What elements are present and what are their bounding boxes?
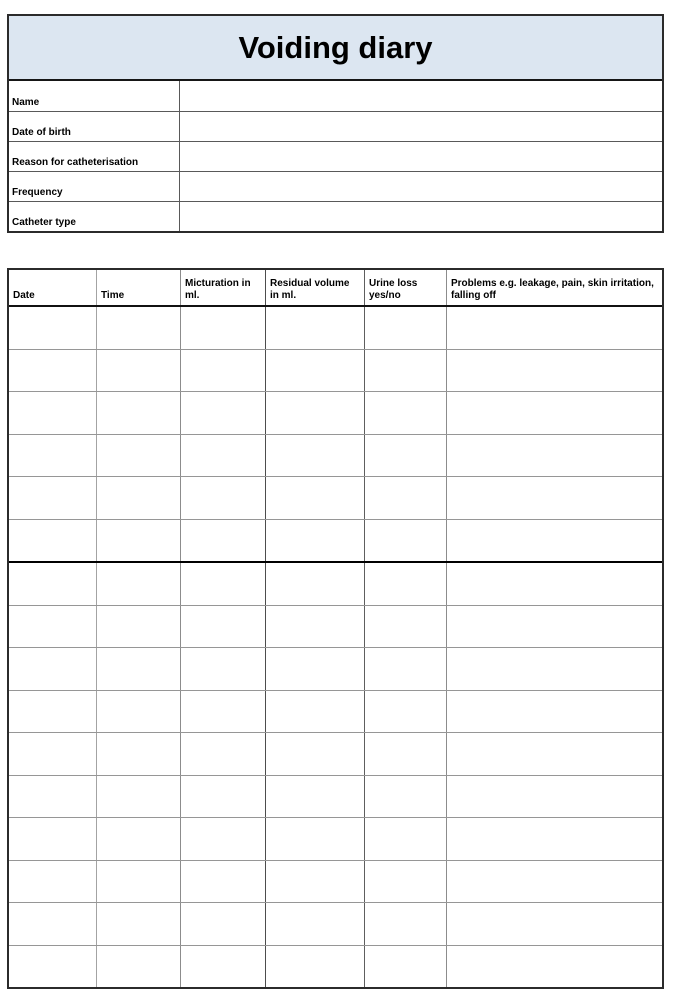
diary-cell-micturation-ml[interactable] (181, 307, 266, 349)
diary-cell-micturation-ml[interactable] (181, 946, 266, 988)
diary-cell-residual-volume-ml[interactable] (266, 435, 365, 477)
diary-cell-date[interactable] (9, 691, 97, 733)
diary-cell-problems[interactable] (447, 563, 662, 605)
diary-cell-problems[interactable] (447, 520, 662, 562)
diary-cell-time[interactable] (97, 307, 181, 349)
diary-row (9, 605, 662, 648)
diary-cell-problems[interactable] (447, 691, 662, 733)
column-header-time: Time (97, 270, 181, 305)
column-header-problems: Problems e.g. leakage, pain, skin irritation, falling off (451, 277, 654, 301)
diary-cell-time[interactable] (97, 818, 181, 860)
diary-cell-micturation-ml[interactable] (181, 392, 266, 434)
diary-cell-urine-loss[interactable] (365, 435, 447, 477)
diary-cell-time[interactable] (97, 776, 181, 818)
diary-cell-time[interactable] (97, 691, 181, 733)
diary-cell-urine-loss[interactable] (365, 520, 447, 562)
diary-cell-urine-loss[interactable] (365, 606, 447, 648)
diary-cell-micturation-ml[interactable] (181, 776, 266, 818)
diary-cell-date[interactable] (9, 648, 97, 690)
diary-cell-time[interactable] (97, 350, 181, 392)
info-row-frequency (9, 171, 662, 201)
info-row-catheter-type (9, 201, 662, 231)
diary-cell-micturation-ml[interactable] (181, 691, 266, 733)
diary-cell-residual-volume-ml[interactable] (266, 733, 365, 775)
diary-cell-residual-volume-ml[interactable] (266, 648, 365, 690)
info-row-date-of-birth (9, 111, 662, 141)
diary-cell-date[interactable] (9, 606, 97, 648)
diary-cell-micturation-ml[interactable] (181, 350, 266, 392)
diary-row (9, 476, 662, 519)
diary-cell-urine-loss[interactable] (365, 307, 447, 349)
diary-row (9, 732, 662, 775)
diary-row (9, 690, 662, 733)
diary-cell-time[interactable] (97, 520, 181, 562)
diary-row (9, 391, 662, 434)
form-header-card (7, 14, 664, 233)
diary-cell-date[interactable] (9, 477, 97, 519)
diary-row (9, 349, 662, 392)
diary-row (9, 434, 662, 477)
diary-row (9, 647, 662, 690)
column-header-urine-loss: Urine loss yes/no (365, 270, 447, 305)
diary-cell-micturation-ml[interactable] (181, 606, 266, 648)
info-row-reason (9, 141, 662, 171)
frequency-field[interactable] (180, 172, 662, 201)
diary-cell-micturation-ml[interactable] (181, 903, 266, 945)
diary-cell-urine-loss[interactable] (365, 691, 447, 733)
diary-cell-urine-loss[interactable] (365, 563, 447, 605)
diary-cell-residual-volume-ml[interactable] (266, 350, 365, 392)
diary-cell-micturation-ml[interactable] (181, 520, 266, 562)
diary-cell-date[interactable] (9, 563, 97, 605)
diary-row (9, 561, 662, 605)
diary-cell-urine-loss[interactable] (365, 776, 447, 818)
diary-cell-problems[interactable] (447, 477, 662, 519)
diary-cell-urine-loss[interactable] (365, 477, 447, 519)
diary-cell-urine-loss[interactable] (365, 350, 447, 392)
diary-cell-time[interactable] (97, 563, 181, 605)
diary-cell-urine-loss[interactable] (365, 818, 447, 860)
diary-cell-residual-volume-ml[interactable] (266, 946, 365, 988)
diary-row (9, 945, 662, 988)
diary-body (9, 307, 662, 987)
diary-cell-problems[interactable] (447, 392, 662, 434)
frequency-label: Frequency (9, 172, 180, 201)
diary-cell-residual-volume-ml[interactable] (266, 776, 365, 818)
diary-cell-problems[interactable] (447, 350, 662, 392)
diary-cell-problems[interactable] (447, 733, 662, 775)
diary-cell-residual-volume-ml[interactable] (266, 818, 365, 860)
info-row-name (9, 81, 662, 111)
diary-cell-time[interactable] (97, 648, 181, 690)
diary-cell-problems[interactable] (447, 307, 662, 349)
diary-cell-residual-volume-ml[interactable] (266, 307, 365, 349)
catheter-type-field[interactable] (180, 202, 662, 231)
diary-cell-urine-loss[interactable] (365, 903, 447, 945)
page-title: Voiding diary (238, 29, 433, 65)
diary-cell-micturation-ml[interactable] (181, 648, 266, 690)
diary-cell-time[interactable] (97, 903, 181, 945)
diary-cell-time[interactable] (97, 477, 181, 519)
diary-cell-residual-volume-ml[interactable] (266, 691, 365, 733)
form-title-band (9, 16, 662, 81)
diary-cell-date[interactable] (9, 520, 97, 562)
diary-row (9, 860, 662, 903)
diary-cell-urine-loss[interactable] (365, 392, 447, 434)
diary-cell-micturation-ml[interactable] (181, 861, 266, 903)
reason-for-catheterisation-field[interactable] (180, 142, 662, 171)
diary-cell-urine-loss[interactable] (365, 648, 447, 690)
diary-cell-time[interactable] (97, 733, 181, 775)
diary-cell-time[interactable] (97, 435, 181, 477)
diary-cell-urine-loss[interactable] (365, 733, 447, 775)
diary-cell-micturation-ml[interactable] (181, 435, 266, 477)
diary-cell-problems[interactable] (447, 818, 662, 860)
diary-cell-date[interactable] (9, 350, 97, 392)
patient-info-table (9, 81, 662, 231)
diary-cell-residual-volume-ml[interactable] (266, 392, 365, 434)
diary-cell-date[interactable] (9, 733, 97, 775)
diary-cell-problems[interactable] (447, 648, 662, 690)
column-header-micturation: Micturation in ml. (181, 270, 266, 305)
diary-cell-urine-loss[interactable] (365, 861, 447, 903)
name-label: Name (9, 81, 180, 111)
diary-cell-time[interactable] (97, 606, 181, 648)
diary-cell-problems[interactable] (447, 776, 662, 818)
diary-cell-residual-volume-ml[interactable] (266, 606, 365, 648)
diary-table (7, 268, 664, 989)
diary-cell-date[interactable] (9, 818, 97, 860)
diary-cell-problems[interactable] (447, 435, 662, 477)
diary-cell-time[interactable] (97, 861, 181, 903)
name-field[interactable] (180, 81, 662, 111)
diary-cell-time[interactable] (97, 946, 181, 988)
diary-cell-date[interactable] (9, 435, 97, 477)
diary-cell-residual-volume-ml[interactable] (266, 477, 365, 519)
diary-cell-residual-volume-ml[interactable] (266, 903, 365, 945)
diary-cell-date[interactable] (9, 392, 97, 434)
diary-row (9, 519, 662, 562)
diary-cell-residual-volume-ml[interactable] (266, 520, 365, 562)
diary-row (9, 817, 662, 860)
diary-cell-residual-volume-ml[interactable] (266, 861, 365, 903)
diary-cell-problems[interactable] (447, 606, 662, 648)
date-of-birth-field[interactable] (180, 112, 662, 141)
diary-cell-micturation-ml[interactable] (181, 733, 266, 775)
diary-cell-micturation-ml[interactable] (181, 477, 266, 519)
catheter-type-label: Catheter type (9, 202, 180, 231)
column-header-date: Date (9, 270, 97, 305)
diary-cell-problems[interactable] (447, 903, 662, 945)
diary-cell-date[interactable] (9, 776, 97, 818)
diary-row (9, 775, 662, 818)
diary-cell-residual-volume-ml[interactable] (266, 563, 365, 605)
diary-header-row (9, 270, 662, 307)
diary-cell-micturation-ml[interactable] (181, 563, 266, 605)
diary-cell-date[interactable] (9, 946, 97, 988)
diary-row (9, 902, 662, 945)
diary-cell-problems[interactable] (447, 861, 662, 903)
diary-cell-urine-loss[interactable] (365, 946, 447, 988)
diary-cell-date[interactable] (9, 307, 97, 349)
diary-row (9, 307, 662, 349)
date-of-birth-label: Date of birth (9, 112, 180, 141)
diary-cell-date[interactable] (9, 903, 97, 945)
reason-for-catheterisation-label: Reason for catheterisation (9, 142, 180, 171)
diary-cell-date[interactable] (9, 861, 97, 903)
diary-cell-micturation-ml[interactable] (181, 818, 266, 860)
diary-cell-time[interactable] (97, 392, 181, 434)
diary-cell-problems[interactable] (447, 946, 662, 988)
column-header-residual-volume: Residual volume in ml. (266, 270, 365, 305)
